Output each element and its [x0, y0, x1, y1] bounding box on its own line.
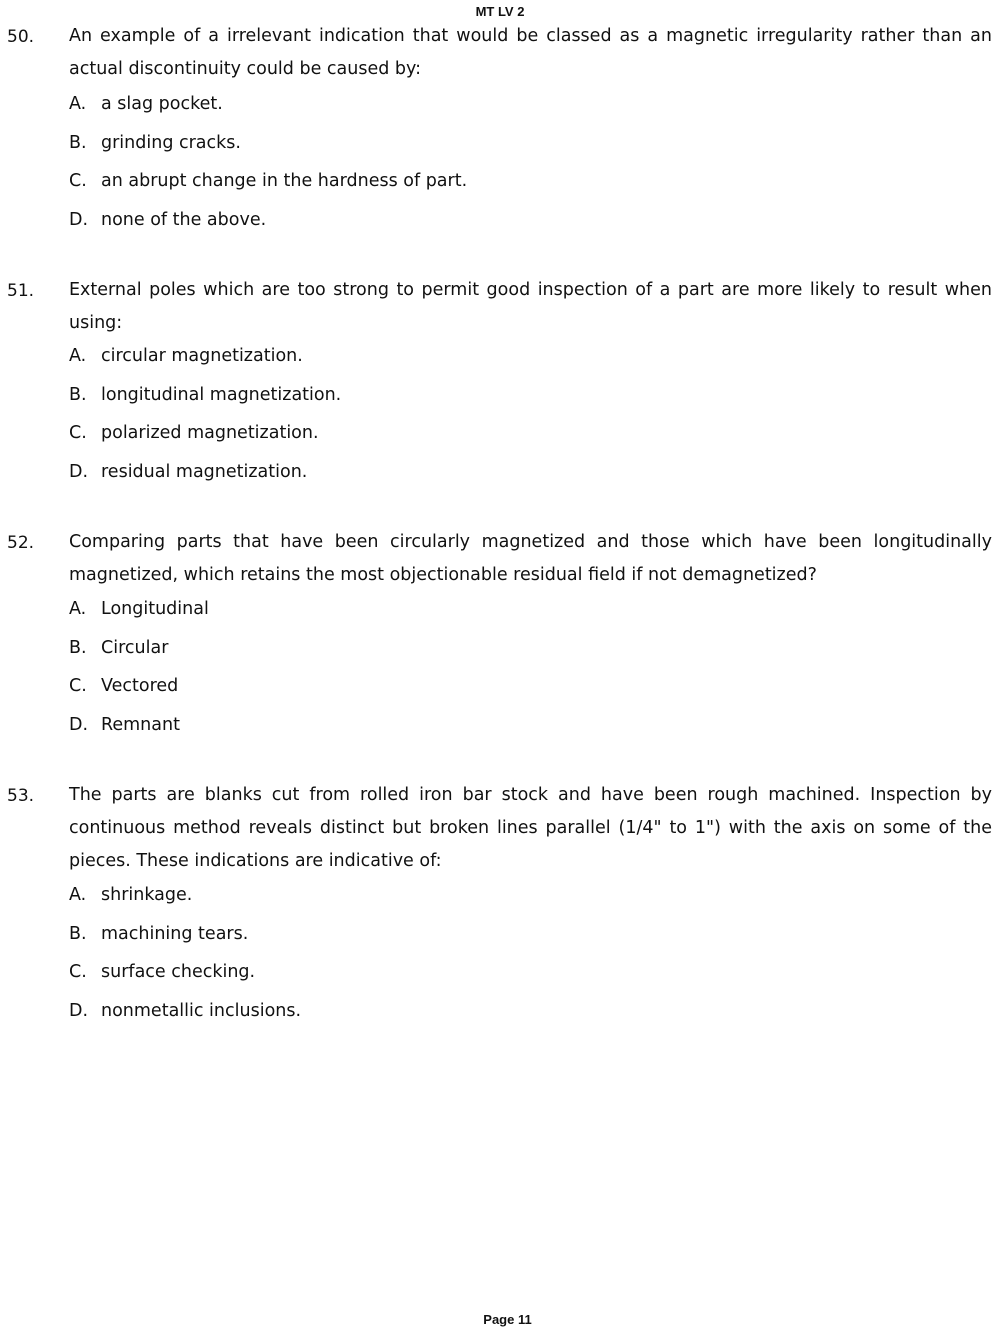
page-number: Page 11	[483, 1312, 532, 1327]
option-letter: D.	[69, 714, 89, 735]
answer-options	[69, 883, 969, 1037]
question-number: 51.	[7, 281, 35, 301]
option-letter: D.	[69, 209, 89, 230]
answer-options	[69, 92, 969, 246]
question-number: 52.	[7, 533, 35, 553]
answer-options	[69, 597, 969, 751]
question-number: 53.	[7, 786, 35, 806]
option-text: a slag pocket.	[101, 94, 223, 114]
option-text: circular magnetization.	[101, 346, 303, 366]
option-text: Remnant	[101, 714, 180, 735]
option-b	[69, 131, 969, 170]
option-letter: C.	[69, 171, 87, 191]
option-letter: A.	[69, 346, 87, 366]
option-letter: A.	[69, 885, 87, 905]
option-letter: D.	[69, 461, 89, 482]
option-text: nonmetallic inclusions.	[101, 1000, 302, 1021]
option-letter: B.	[69, 132, 87, 153]
option-letter: C.	[69, 423, 87, 443]
question-text: The parts are blanks cut from rolled iron bar stock and have been rough machined. Inspection by continuous method reveals distinct but broken lines parallel (1/4" to 1") with the axis on some of the pieces. These indications are indicative of:	[69, 785, 992, 871]
option-letter: C.	[69, 676, 87, 696]
option-text: surface checking.	[101, 962, 256, 982]
option-c	[69, 169, 969, 208]
option-b	[69, 636, 969, 675]
question-number: 50.	[7, 27, 35, 47]
option-c	[69, 960, 969, 999]
answer-options	[69, 344, 969, 498]
option-text: Circular	[101, 637, 169, 658]
option-b	[69, 922, 969, 961]
option-text: an abrupt change in the hardness of part.	[101, 171, 468, 191]
option-d	[69, 999, 969, 1038]
option-d	[69, 460, 969, 499]
option-c	[69, 674, 969, 713]
option-d	[69, 208, 969, 247]
option-text: Vectored	[101, 676, 179, 696]
option-text: machining tears.	[101, 923, 249, 944]
option-letter: C.	[69, 962, 87, 982]
option-a	[69, 883, 969, 922]
option-c	[69, 421, 969, 460]
option-letter: B.	[69, 637, 87, 658]
question-text: An example of a irrelevant indication that would be classed as a magnetic irregularity rather than an actual discontinuity could be caused by:	[69, 26, 992, 79]
option-d	[69, 713, 969, 752]
option-text: Longitudinal	[101, 599, 209, 619]
option-a	[69, 344, 969, 383]
option-a	[69, 92, 969, 131]
page-header: MT LV 2	[475, 4, 525, 19]
option-letter: D.	[69, 1000, 89, 1021]
option-a	[69, 597, 969, 636]
option-letter: B.	[69, 384, 87, 405]
question-text: Comparing parts that have been circularly magnetized and those which have been longitudinally magnetized, which retains the most objectionable residual field if not demagnetized?	[69, 532, 992, 585]
option-text: grinding cracks.	[101, 132, 241, 153]
option-text: shrinkage.	[101, 885, 193, 905]
question-text: External poles which are too strong to permit good inspection of a part are more likely to result when using:	[69, 280, 992, 333]
option-text: polarized magnetization.	[101, 423, 319, 443]
option-text: none of the above.	[101, 209, 267, 230]
option-letter: A.	[69, 599, 87, 619]
option-text: residual magnetization.	[101, 461, 308, 482]
option-letter: A.	[69, 94, 87, 114]
option-text: longitudinal magnetization.	[101, 384, 342, 405]
option-letter: B.	[69, 923, 87, 944]
option-b	[69, 383, 969, 422]
